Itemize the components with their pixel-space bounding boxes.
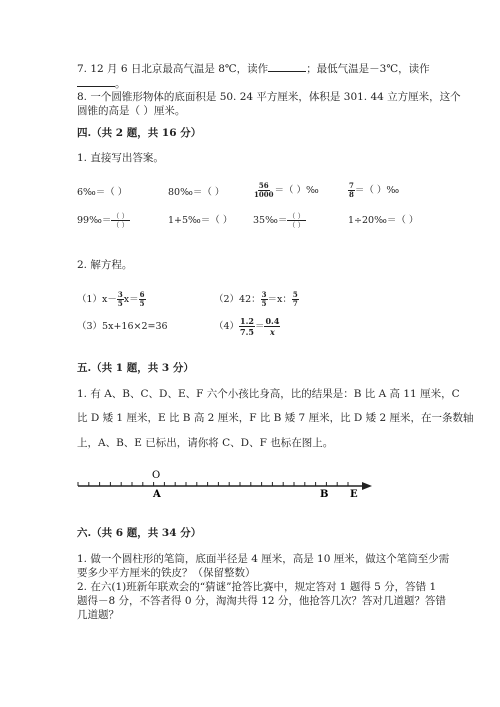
s6-q2-line3: 几道题？	[77, 609, 119, 621]
fraction: $\frac{1.2}{7.5}$	[240, 316, 254, 337]
blank-fraction[interactable]: $\frac{( )}{( )}$	[112, 212, 129, 229]
s6-q1-line2: 要多少平方厘米的铁皮？（保留整数）	[77, 567, 256, 579]
question-8-line1: 8. 一个圆锥形物体的底面积是 50. 24 平方厘米，体积是 301. 44 立方厘米，这个	[77, 91, 461, 103]
question-7	[77, 60, 430, 76]
label-e: E	[350, 489, 358, 500]
question-7-cont	[77, 75, 126, 91]
q7-text-2: ；最低气温是－3℃，读作	[306, 63, 430, 75]
fraction: $\frac{6}{5}$	[139, 290, 145, 308]
s4-row1-c1: 6‰＝（ ）	[77, 187, 128, 198]
s4-row1-c2: 80‰＝（ ）	[168, 187, 225, 198]
equation-1: （1）x－ $\frac{3}{5}$ x＝ $\frac{6}{5}$	[77, 290, 145, 308]
equation-4: （4） $\frac{1.2}{7.5}$ ＝ $\frac{0.4}{x}$	[214, 316, 280, 337]
fraction-56-1000: $\frac{56}{1000}$	[254, 181, 274, 199]
section-4-heading: 四.（共 2 题，共 16 分）	[77, 127, 202, 139]
s4-q1-title: 1. 直接写出答案。	[77, 152, 164, 164]
equation-3: （3）5x+16×2=36	[77, 321, 168, 332]
blank-fraction[interactable]: $\frac{( )}{( )}$	[288, 212, 305, 229]
s4-q2-title: 2. 解方程。	[77, 259, 133, 271]
s6-q1-line1: 1. 做一个圆柱形的笔筒，底面半径是 4 厘米，高是 10 厘米，做这个笔筒至少需	[77, 553, 450, 565]
fraction: $\frac{3}{5}$	[117, 290, 123, 308]
label-a: A	[153, 489, 161, 500]
section-5-heading: 五.（共 1 题，共 3 分）	[77, 362, 194, 374]
question-8-line2: 圆锥的高是（ ）厘米。	[77, 105, 186, 117]
s4-row2-c1: 99‰＝ $\frac{( )}{( )}$	[77, 212, 129, 229]
fraction: $\frac{0.4}{x}$	[265, 316, 280, 337]
s4-row1-c3	[253, 182, 319, 199]
q7-text-1: 7. 12 月 6 日北京最高气温是 8℃，读作	[77, 63, 269, 75]
s4-row1-c3-rest: ＝（ ）‰	[274, 185, 319, 196]
number-line	[0, 466, 500, 526]
s5-q1-line1: 1. 有 A、B、C、D、E、F 六个小孩比身高，比的结果是：B 比 A 高 11 厘米，C	[77, 388, 460, 400]
section-6-heading: 六.（共 6 题，共 34 分）	[77, 527, 202, 539]
s4-row1-c4	[348, 182, 399, 199]
fraction-7-8: $\frac{7}{8}$	[349, 181, 354, 199]
s4-row2-c2: 1+5‰＝（ ）	[168, 215, 233, 226]
q7-blank-1[interactable]	[268, 60, 306, 72]
fraction: $\frac{3}{5}$	[261, 290, 267, 308]
fraction: $\frac{5}{7}$	[292, 290, 298, 308]
s4-row2-c4: 1÷20‰＝（ ）	[348, 215, 419, 226]
s5-q1-line2: 比 D 矮 1 厘米，E 比 B 高 2 厘米，F 比 B 矮 7 厘米，比 D 矮 2 厘米，在一条数轴	[77, 412, 474, 424]
s4-row2-c3: 35‰＝ $\frac{( )}{( )}$	[253, 212, 305, 229]
s4-row1-c4-rest: ＝（ ）‰	[354, 185, 400, 196]
label-origin: O	[152, 470, 161, 481]
s6-q2-line2: 题得－8 分，不答者得 0 分，淘淘共得 12 分，他抢答几次？答对几道题？答错	[77, 595, 446, 607]
label-b: B	[320, 489, 329, 500]
s5-q1-line3: 上，A、B、E 已标出，请你将 C、D、F 也标在图上。	[77, 437, 334, 449]
s6-q2-line1: 2. 在六(1)班新年联欢会的“猜谜”抢答比赛中，规定答对 1 题得 5 分，答错 1	[77, 581, 437, 593]
q7-text-3: 。	[115, 78, 126, 90]
arrow-right-icon	[362, 482, 372, 490]
equation-2: （2）42： $\frac{3}{5}$ ＝x： $\frac{5}{7}$	[214, 290, 298, 308]
q7-blank-2[interactable]	[77, 75, 115, 87]
